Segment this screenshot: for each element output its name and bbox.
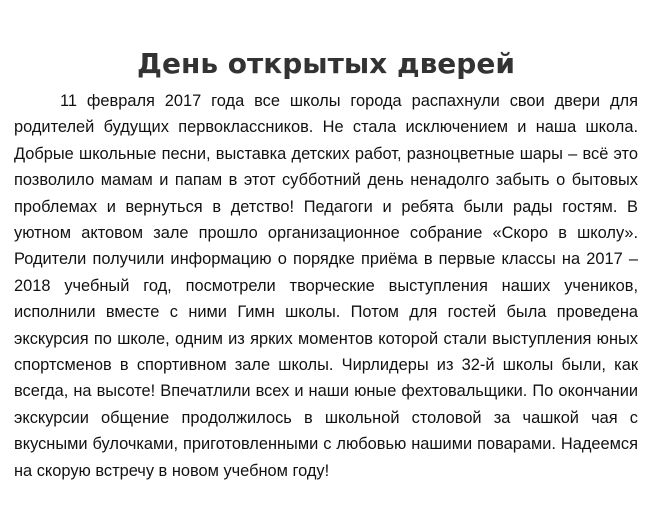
document-title: День открытых дверей xyxy=(137,47,515,80)
document-paragraph: 11 февраля 2017 года все школы города распахнули свои двери для родителей будущих первоклассников. Не стала исключением и наша школа. Добрые школьные песни, выставка детских работ, разноцветные шары – всё это позволило мамам и папам в этот субботний день ненадолго забыть о бытовых проблемах и вернуться в детство! Педагоги и ребята были рады гостям. В уютном актовом зале прошло организационное собрание «Скоро в школу». Родители получили информацию о порядке приёма в первые классы на 2017 – 2018 учебный год, посмотрели творческие выступления наших учеников, исполнили вместе с ними Гимн школы. Потом для гостей была проведена экскурсия по школе, одним из ярких моментов которой стали выступления юных спортсменов в спортивном зале школы. Чирлидеры из 32-й школы были, как всегда, на высоте! Впечатлили всех и наши юные фехтовальщики. По окончании экскурсии общение продолжилось в школьной столовой за чашкой чая с вкусными булочками, приготовленными с любовью нашими поварами. Надеемся на скорую встречу в новом учебном году! xyxy=(14,92,638,480)
